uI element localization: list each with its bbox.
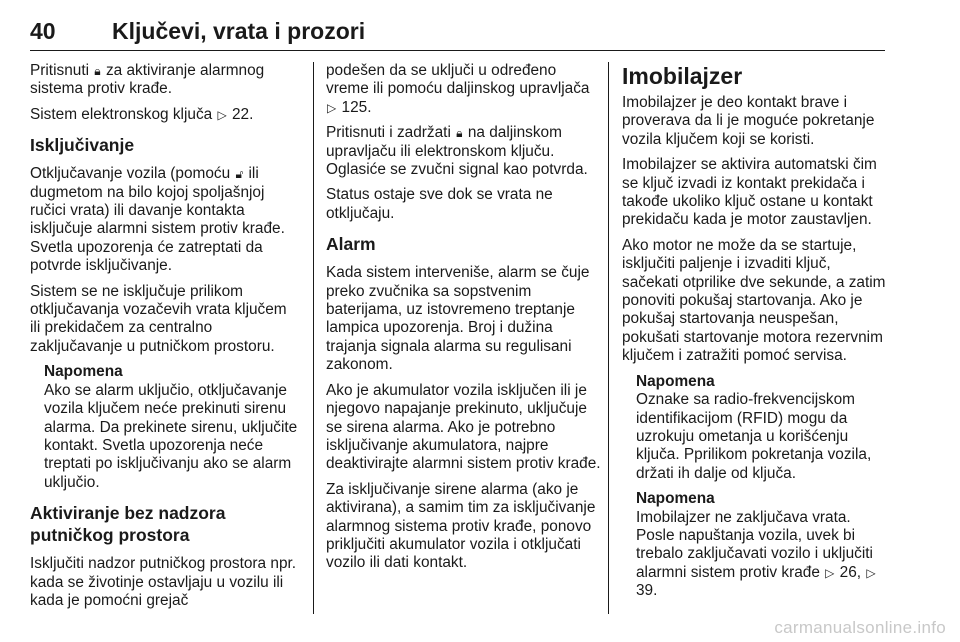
heading-imobilajzer: Imobilajzer — [622, 63, 743, 89]
note-text: Ako se alarm uključio, otključavanje vozila ključem neće prekinuti sirenu alarma. Da prekinete sirenu, uključite kontakt. Svetla upozorenja neće treptati po isključivanju ako se alarm uključio. — [44, 381, 298, 491]
paragraph-disable-monitoring: Isključiti nadzor putničkog prostora npr. kada se životinje ostavljaju u vozilu ili kada je pomoćni grejač — [30, 555, 297, 609]
note-text: Oznake sa radio-frekvencijskom identifikacijom (RFID) mogu da uzrokuju ometanja u korišćenju ključa. Pprilikom pokretanja vozila, držati ih dalje od ključa. — [636, 391, 872, 482]
watermark: carmanualsonline.info — [774, 618, 946, 637]
page-header — [30, 10, 885, 51]
page-number: 40 — [30, 18, 56, 44]
paragraph-remote-ref: podešen da se uključi u određeno vreme ili pomoću daljinskog upravljača ▷ 125. — [326, 62, 590, 116]
column-2 — [326, 62, 602, 580]
open-padlock-icon: 🔓︎ — [235, 167, 244, 182]
note-title: Napomena — [636, 490, 715, 508]
paragraph-status: Status ostaje sve dok se vrata ne otključaju. — [326, 186, 553, 222]
paragraph-press-hold: Pritisnuti i zadržati 🔒︎ na daljinskom upravljaču ili elektronskom ključu. Oglasiće se zvučni signal kao potvrda. — [326, 124, 588, 179]
paragraph-alarm-intervention: Kada sistem interveniše, alarm se čuje preko zvučnika sa sopstvenim baterijama, uz istovremeno treptanje lampica upozorenja. Broj i dužina trajanja signala alarma su regulisani zakonom. — [326, 264, 590, 374]
note-text: Imobilajzer ne zaključava vrata. Posle napuštanja vozila, uvek bi trebalo zaključavati vozilo i uključiti alarmni sistem protiv krađe ▷ 26, ▷ 39. — [636, 508, 876, 600]
note-box-rfid — [636, 373, 890, 483]
triangle-ref-icon: ▷ — [866, 565, 876, 580]
heading-alarm: Alarm — [326, 234, 376, 255]
paragraph-unlock-disarm: Otključavanje vozila (pomoću 🔓︎ ili dugmetom na bilo kojoj spoljašnjoj ručici vrata) ili davanje kontakta isključuje alarmni sistem protiv krađe. Svetla upozorenja će zatreptati da potvrde isključivanje. — [30, 165, 285, 275]
paragraph-not-disarmed: Sistem se ne isključuje prilikom otključavanja vozačevih vrata ključem ili prekidačem za centralno zaključavanje u putničkom prostoru. — [30, 282, 287, 355]
column-1 — [30, 62, 300, 617]
note-box-doors — [636, 490, 890, 600]
heading-aktiviranje: Aktiviranje bez nadzora putničkog prostora — [30, 503, 226, 546]
column-divider-right — [608, 62, 609, 614]
paragraph-activate-alarm: Pritisnuti 🔒︎ za aktiviranje alarmnog sistema protiv krađe. — [30, 62, 265, 98]
column-divider-left — [313, 62, 314, 614]
triangle-ref-icon: ▷ — [327, 100, 337, 115]
column-3 — [622, 62, 890, 608]
triangle-ref-icon: ▷ — [825, 565, 835, 580]
padlock-icon: 🔒︎ — [94, 64, 101, 78]
note-title: Napomena — [636, 372, 715, 390]
chapter-title: Ključevi, vrata i prozori — [112, 18, 366, 44]
paragraph-siren-off: Za isključivanje sirene alarma (ako je aktivirana), a samim tim za isključivanje alarmnog sistema protiv krađe, ponovo priključiti akumulator vozila i otključati vozilo ili dati kontakt. — [326, 480, 596, 572]
paragraph-immobilizer-activation: Imobilajzer se aktivira automatski čim se ključ izvadi iz kontakt prekidača i takođe ukoliko ključ ostane u kontakt prekidaču kada je motor zaustavljen. — [622, 156, 877, 229]
note-title: Napomena — [44, 363, 123, 381]
paragraph-engine-start: Ako motor ne može da se startuje, isključiti paljenje i izvaditi ključ, sačekati otprilike dve sekunde, a zatim ponoviti pokušaj startovanja. Ako je pokušaj startovanja neuspešan, pokušati startovanje motora rezervnim ključem i zatražiti pomoć servisa. — [622, 236, 886, 365]
heading-iskljucivanje: Isključivanje — [30, 135, 135, 156]
paragraph-electronic-key-ref: Sistem elektronskog ključa ▷ 22. — [30, 105, 254, 123]
note-box — [44, 363, 300, 492]
paragraph-battery-disconnected: Ako je akumulator vozila isključen ili je njegovo napajanje prekinuto, uključuje se sirena alarma. Ako je potrebno isključivanje akumulatora, najpre deaktivirajte alarmni sistem protiv krađe. — [326, 381, 601, 473]
padlock-icon: 🔒︎ — [456, 126, 463, 141]
triangle-ref-icon: ▷ — [217, 107, 227, 122]
paragraph-immobilizer-intro: Imobilajzer je deo kontakt brave i proverava da li je moguće pokretanje vozila ključem koji se koristi. — [622, 94, 875, 148]
